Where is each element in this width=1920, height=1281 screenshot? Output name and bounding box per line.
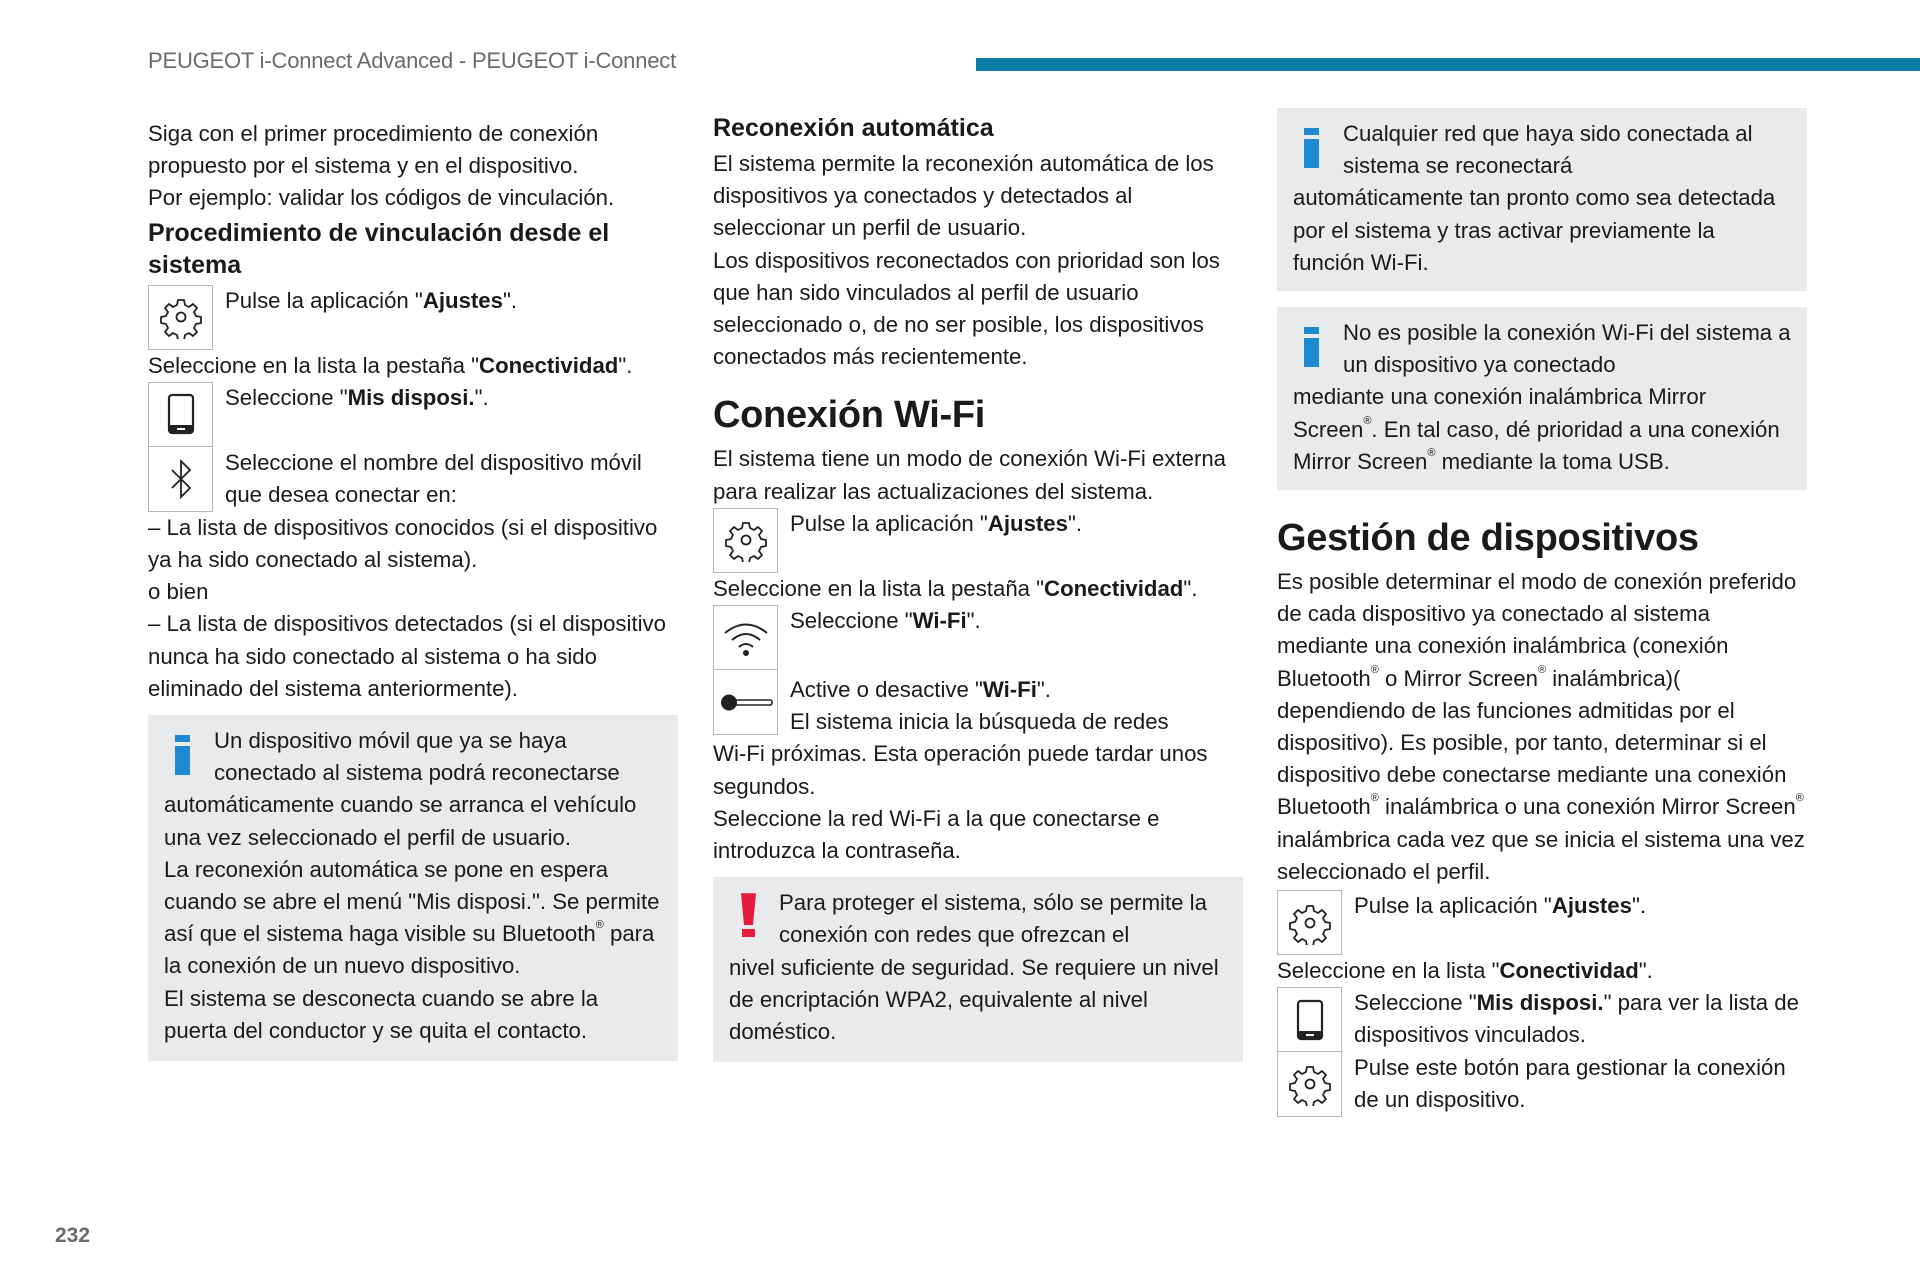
phone-icon[interactable] xyxy=(148,382,213,447)
intro-example: Por ejemplo: validar los códigos de vinculación. xyxy=(148,185,615,211)
list-detected-devices: – La lista de dispositivos detectados (si el dispositivo nunca ha sido conectado al sistema o ha sido eliminado del sistema anteriormente). xyxy=(148,611,666,701)
toggle-icon[interactable] xyxy=(713,670,778,735)
running-header: PEUGEOT i-Connect Advanced - PEUGEOT i-Connect xyxy=(148,48,676,73)
info-icon xyxy=(175,735,190,775)
select-tab-text: Seleccione en la lista la pestaña "Conectividad". xyxy=(713,575,1198,601)
section-heading-wifi: Conexión Wi-Fi xyxy=(713,394,985,437)
step-my-devices: Seleccione "Mis disposi.". xyxy=(148,382,678,447)
step-manage-device: Pulse este botón para gestionar la conexión de un dispositivo. xyxy=(1277,1052,1807,1117)
step-select-device: Seleccione el nombre del dispositivo móvil que desea conectar en: xyxy=(148,447,678,512)
column-left xyxy=(148,118,678,1061)
select-list-text: Seleccione en la lista "Conectividad". xyxy=(1277,958,1653,984)
section-heading-device-management: Gestión de dispositivos xyxy=(1277,517,1699,560)
column-middle: Reconexión automática El sistema permite la reconexión automática de los dispositivos ya conectados y detectados al seleccionar un perfil de usuario. Los dispositivos reconectados con prioridad son los que han sido vinculados al perfil de usuario seleccionado o, de no ser posible, los dispositivos conectados más recientemente. Conexión Wi-Fi El sistema tiene un modo de conexión Wi-Fi externa para realizar las actualizaciones del sistema. Pulse la aplicación "Ajustes". Seleccione en la lista la pestaña "Conectividad". Seleccione "Wi-Fi". Active o desactive "Wi-Fi". El sistema inicia la búsqueda de redes Wi-Fi próximas. Esta operación puede tardar unos segundos. Seleccione la red Wi-Fi a la que conectarse e introduzca la contraseña. Para proteger el sistema, sólo se permite la conexión con redes que ofrezcan el nivel suficiente de seguridad. Se requiere un nivel de encriptación WPA2, equivalente al nivel doméstico. xyxy=(713,112,1243,1062)
column-right xyxy=(1277,108,1807,1117)
section-heading-pairing: Procedimiento de vinculación desde el sistema xyxy=(148,218,610,279)
phone-icon[interactable] xyxy=(1277,987,1342,1052)
info-note-reconnect: Un dispositivo móvil que ya se haya conectado al sistema podrá reconectarse automáticamente cuando se arranca el vehículo una vez seleccionado el perfil de usuario. La reconexión automática se pone en espera cuando se abre el menú "Mis disposi.". Se permite así que el sistema haga visible su Bluetooth® para la conexión de un nuevo dispositivo. El sistema se desconecta cuando se abre la puerta del conductor y se quita el contacto. xyxy=(148,715,678,1061)
page-number: 232 xyxy=(55,1224,91,1247)
step-select-wifi: Seleccione "Wi-Fi". xyxy=(713,605,1243,670)
section-heading-auto-reconnect: Reconexión automática xyxy=(713,114,994,142)
warning-note-security: Para proteger el sistema, sólo se permite la conexión con redes que ofrezcan el nivel suficiente de seguridad. Se requiere un nivel de encriptación WPA2, equivalente al nivel doméstico. xyxy=(713,877,1243,1062)
intro-text: Siga con el primer procedimiento de conexión propuesto por el sistema y en el dispositivo. xyxy=(148,121,599,179)
step-settings: Pulse la aplicación "Ajustes". xyxy=(148,285,678,350)
step-settings: Pulse la aplicación "Ajustes". xyxy=(1277,890,1807,955)
gear-icon[interactable] xyxy=(1277,890,1342,955)
gear-icon[interactable] xyxy=(713,508,778,573)
step-settings: Pulse la aplicación "Ajustes". xyxy=(713,508,1243,573)
list-known-devices: – La lista de dispositivos conocidos (si el dispositivo ya ha sido conectado al sistema). xyxy=(148,514,658,573)
select-tab-text: Seleccione en la lista la pestaña "Conectividad". xyxy=(148,352,633,378)
gear-icon[interactable] xyxy=(148,285,213,350)
warning-icon xyxy=(741,893,756,937)
step-toggle-wifi: Active o desactive "Wi-Fi". El sistema inicia la búsqueda de redes xyxy=(713,670,1243,738)
bluetooth-icon[interactable] xyxy=(148,447,213,512)
header-accent-bar xyxy=(976,58,1920,71)
device-management-body: Es posible determinar el modo de conexión preferido de cada dispositivo ya conectado al sistema mediante una conexión inalámbrica (conexión Bluetooth® o Mirror Screen® inalámbrica)( dependiendo de las funciones admitidas por el dispositivo). Es posible, por tanto, determinar si el dispositivo debe conectarse mediante una conexión Bluetooth® inalámbrica o una conexión Mirror Screen® inalámbrica cada vez que se inicia el sistema una vez seleccionado el perfil. xyxy=(1277,569,1805,884)
info-icon xyxy=(1304,327,1319,367)
info-icon xyxy=(1304,128,1319,168)
or-text: o bien xyxy=(148,579,209,605)
info-note-network-reconnect: Cualquier red que haya sido conectada al sistema se reconectará automáticamente tan pronto como sea detectada por el sistema y tras activar previamente la función Wi-Fi. xyxy=(1277,108,1807,291)
wifi-icon[interactable] xyxy=(713,605,778,670)
gear-icon[interactable] xyxy=(1277,1052,1342,1117)
info-note-mirror-screen: No es posible la conexión Wi-Fi del sistema a un dispositivo ya conectado mediante una conexión inalámbrica Mirror Screen®. En tal caso, dé prioridad a una conexión Mirror Screen® mediante la toma USB. xyxy=(1277,307,1807,490)
step-my-devices: Seleccione "Mis disposi." para ver la lista de dispositivos vinculados. xyxy=(1277,987,1807,1052)
